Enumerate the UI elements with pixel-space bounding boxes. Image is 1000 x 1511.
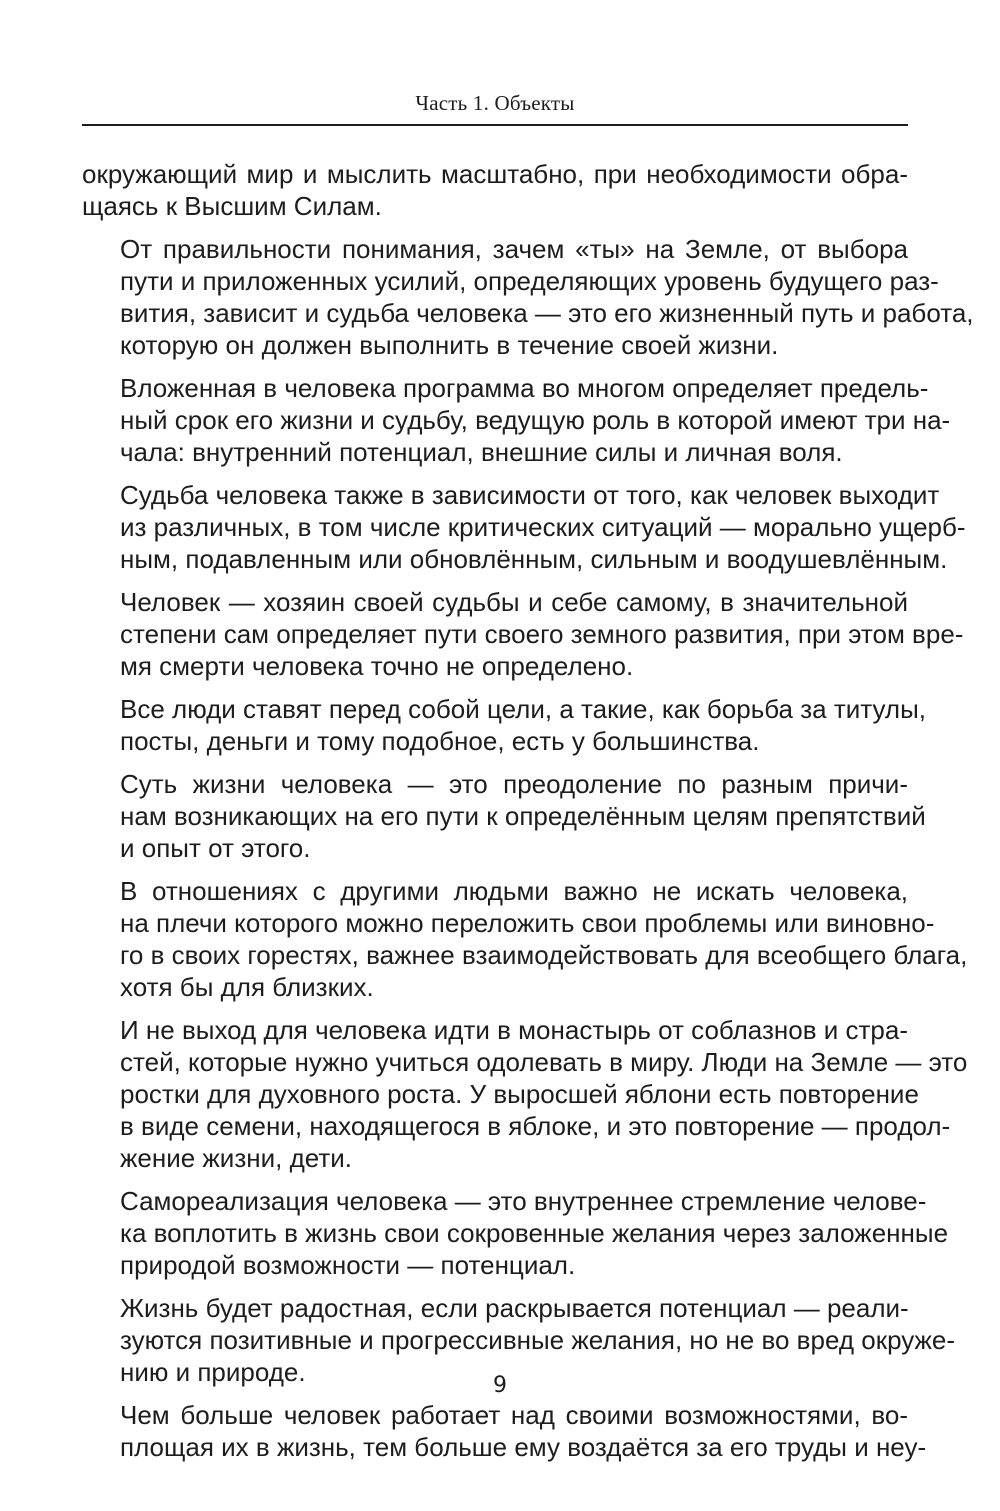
text-line: в виде семени, находящегося в яблоке, и это повторение — продол- [120,1111,951,1141]
text-line: В отношениях с другими людьми важно не искать человека, [120,876,908,906]
text-line: От правильности понимания, зачем «ты» на Земле, от выбора [120,234,908,264]
text-line: Чем больше человек работает над своими возможностями, во- [120,1400,908,1430]
text-line: зуются позитивные и прогрессивные желания, но не во вред окруже- [120,1325,956,1355]
text-line: И не выход для человека идти в монастырь от соблазнов и стра- [120,1015,908,1045]
text-line: ный срок его жизни и судьбу, ведущую роль в которой имеют три на- [120,405,951,435]
text-line: из различных, в том числе критических ситуаций — морально ущерб- [120,512,966,542]
paragraph [82,479,966,575]
text-line: ка воплотить в жизнь свои сокровенные желания через заложенные [120,1218,949,1248]
paragraph [82,1399,927,1463]
text-line: нам возникающих на его пути к определённым целям препятствий [120,801,926,831]
running-title: Часть 1. Объекты [415,91,575,115]
text-line: ным, подавленным или обновлённым, сильным и воодушевлённым. [120,544,948,574]
paragraph [82,875,968,1003]
text-line: го в своих горестях, важнее взаимодействовать для всеобщего блага, [120,940,968,970]
text-line: Все люди ставят перед собой цели, а такие, как борьба за титулы, [120,694,926,724]
text-line: пути и приложенных усилий, определяющих уровень будущего раз- [120,266,939,296]
text-line: жение жизни, дети. [120,1143,353,1173]
text-line: на плечи которого можно переложить свои проблемы или виновно- [120,908,935,938]
text-line: чала: внутренний потенциал, внешние силы и личная воля. [120,437,843,467]
text-line: и опыт от этого. [120,833,311,863]
text-line: ростки для духовного роста. У выросшей яблони есть повторение [120,1079,919,1109]
running-header [82,88,908,126]
page-number: 9 [493,1373,507,1398]
text-line: Человек — хозяин своей судьбы и себе самому, в значительной [120,587,908,617]
paragraph [82,158,908,222]
text-line: нию и природе. [120,1357,306,1387]
paragraph [82,372,951,468]
page-body [82,158,974,1474]
paragraph [82,1014,968,1174]
text-line: окружающий мир и мыслить масштабно, при необходимости обра- [82,159,908,189]
text-line: посты, деньги и тому подобное, есть у большинства. [120,726,760,756]
paragraph [82,693,926,757]
text-line: Самореализация человека — это внутреннее стремление челове- [120,1186,927,1216]
paragraph [82,1185,949,1281]
text-line: Жизнь будет радостная, если раскрывается потенциал — реали- [120,1293,909,1323]
paragraph [82,586,964,682]
paragraph [82,768,926,864]
paragraph [82,233,974,361]
text-line: хотя бы для близких. [120,972,374,1002]
text-line: Вложенная в человека программа во многом определяет предель- [120,373,929,403]
text-line: Суть жизни человека — это преодоление по разным причи- [120,769,908,799]
text-line: щаясь к Высшим Силам. [82,191,382,221]
text-line: Судьба человека также в зависимости от того, как человек выходит [120,480,940,510]
text-line: стей, которые нужно учиться одолевать в миру. Люди на Земле — это [120,1047,968,1077]
text-line: площая их в жизнь, тем больше ему воздаётся за его труды и неу- [120,1432,927,1462]
text-line: мя смерти человека точно не определено. [120,651,634,681]
text-line: степени сам определяет пути своего земного развития, при этом вре- [120,619,964,649]
text-line: природой возможности — потенциал. [120,1250,576,1280]
text-line: которую он должен выполнить в течение своей жизни. [120,330,779,360]
text-line: вития, зависит и судьба человека — это его жизненный путь и работа, [120,298,974,328]
